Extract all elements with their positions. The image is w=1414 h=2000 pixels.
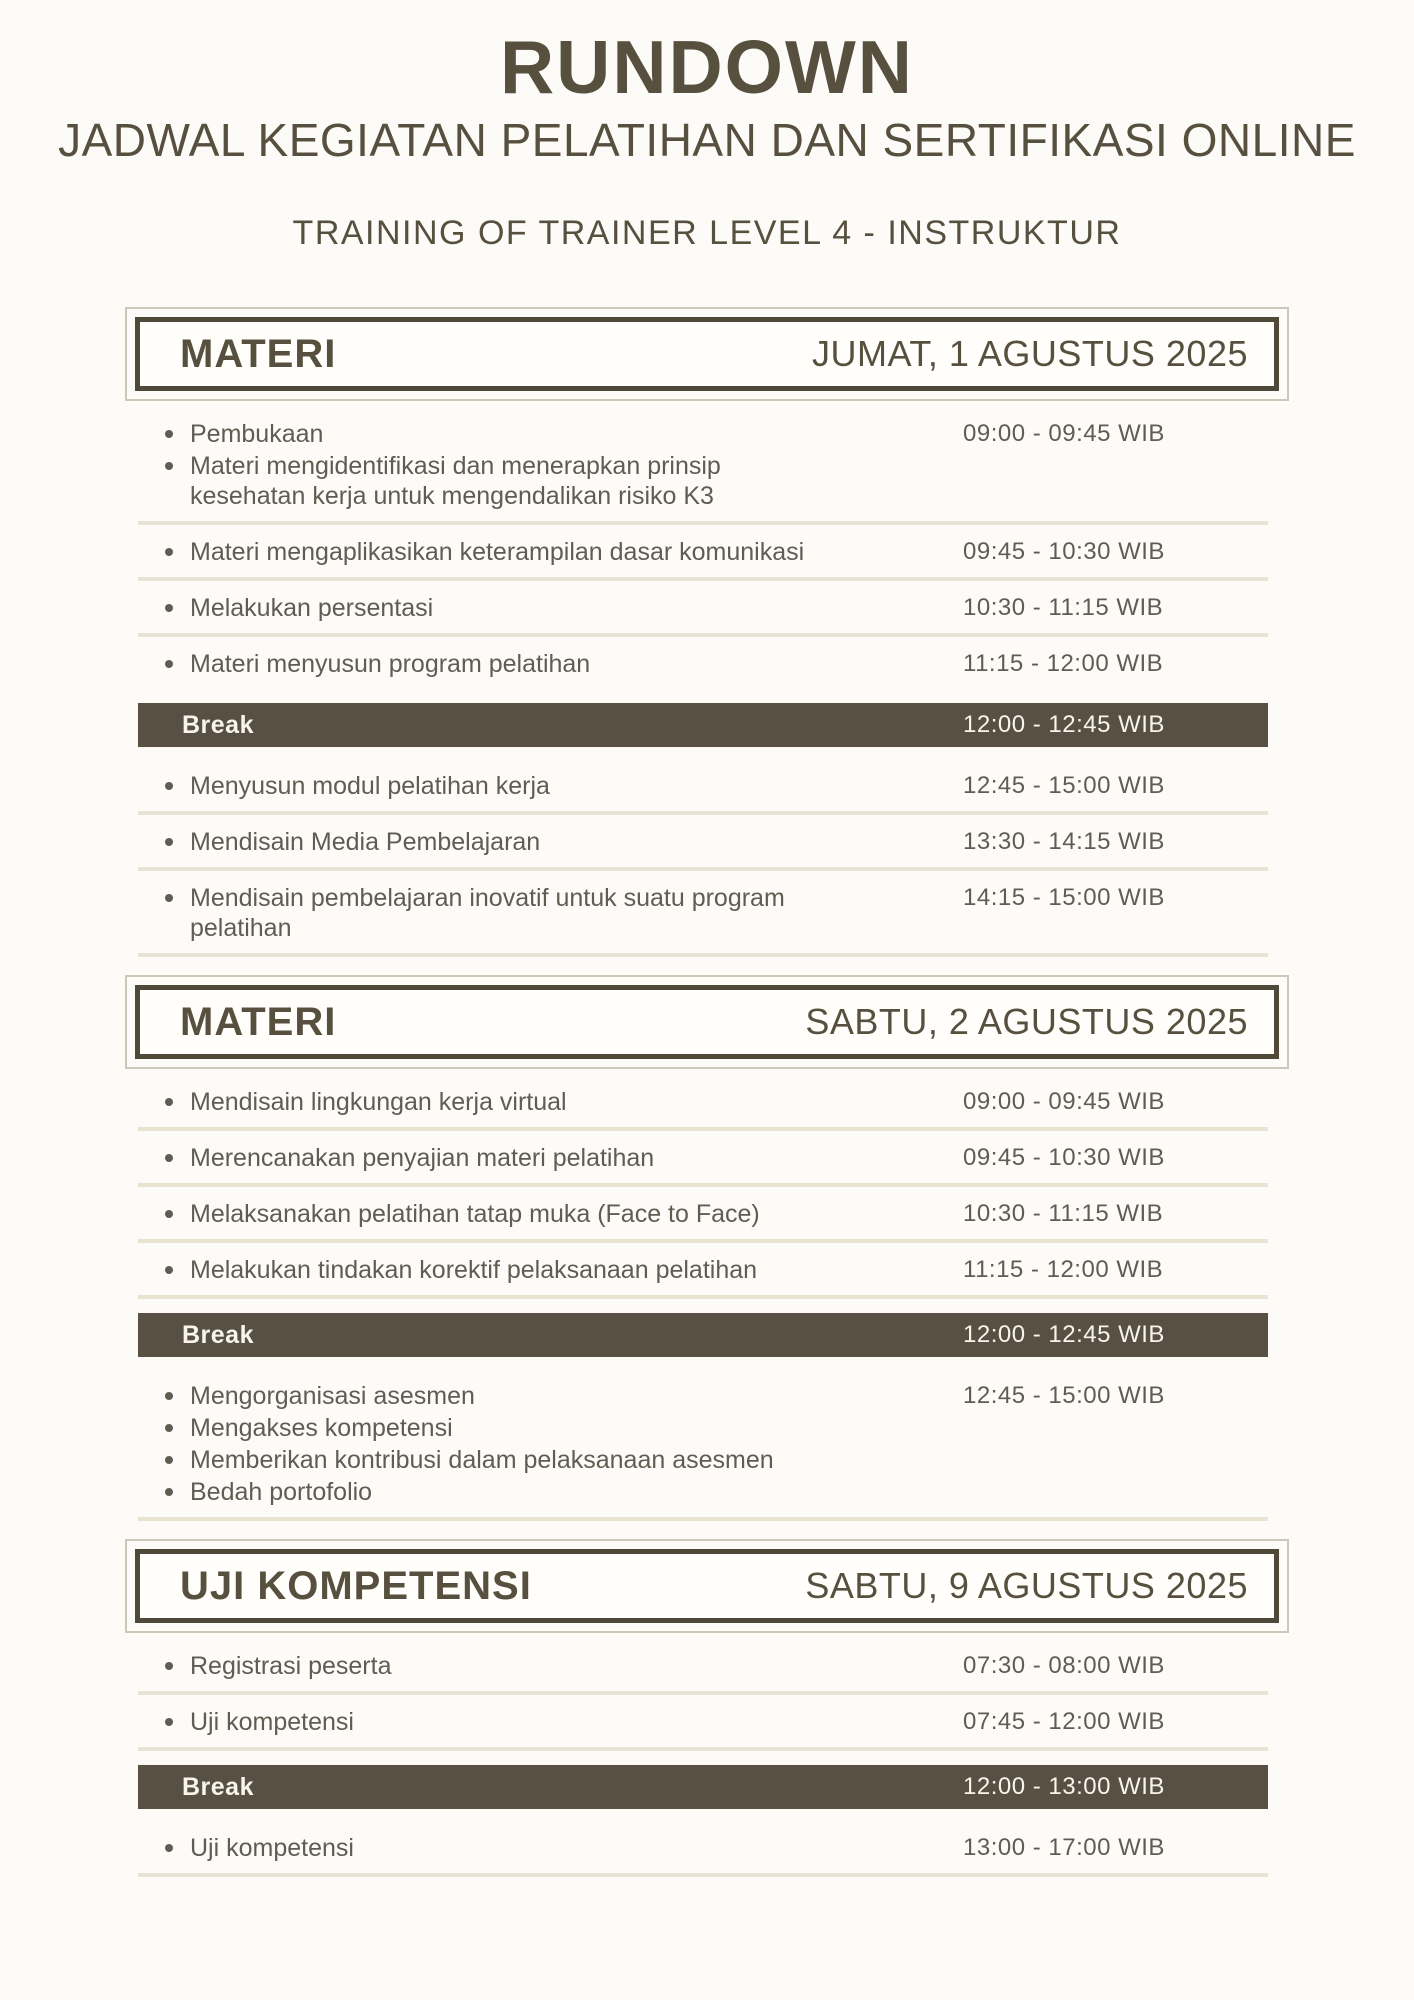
activity-item xyxy=(138,649,833,679)
activity-text: Uji kompetensi xyxy=(190,1834,354,1862)
activity-item xyxy=(138,537,833,567)
break-label: Break xyxy=(182,711,254,739)
section-heading: MATERI xyxy=(180,332,337,376)
activity-text: Bedah portofolio xyxy=(190,1478,373,1506)
activity-text: Menyusun modul pelatihan kerja xyxy=(190,772,550,800)
activity-list xyxy=(138,1143,833,1173)
bullet-icon xyxy=(165,782,173,790)
break-label: Break xyxy=(182,1321,254,1349)
activity-text: Mengorganisasi asesmen xyxy=(190,1382,475,1410)
activity-text: Materi menyusun program pelatihan xyxy=(190,650,591,678)
time-range: 09:45 - 10:30 WIB xyxy=(963,1144,1165,1171)
section-heading: UJI KOMPETENSI xyxy=(180,1564,532,1608)
bullet-icon xyxy=(165,838,173,846)
activity-text: Mengakses kompetensi xyxy=(190,1414,453,1442)
activity-list xyxy=(138,1199,833,1229)
activity-text: Mendisain lingkungan kerja virtual xyxy=(190,1088,567,1116)
section-date: JUMAT, 1 AGUSTUS 2025 xyxy=(812,333,1248,374)
activity-text: Mendisain pembelajaran inovatif untuk suatu program pelatihan xyxy=(190,884,785,942)
time-range: 07:45 - 12:00 WIB xyxy=(963,1708,1165,1735)
break-row xyxy=(138,1765,1268,1809)
time-range: 09:00 - 09:45 WIB xyxy=(963,1088,1165,1115)
time-range: 13:30 - 14:15 WIB xyxy=(963,828,1165,855)
schedule-section xyxy=(125,307,1289,957)
page-subtitle: JADWAL KEGIATAN PELATIHAN DAN SERTIFIKASI ONLINE xyxy=(58,114,1356,166)
schedule-row xyxy=(138,1075,1268,1131)
bullet-icon xyxy=(165,1154,173,1162)
break-label: Break xyxy=(182,1773,254,1801)
break-row xyxy=(138,703,1268,747)
activity-item xyxy=(138,1087,833,1117)
bullet-icon xyxy=(165,1424,173,1432)
bullet-icon xyxy=(165,894,173,902)
time-range: 12:45 - 15:00 WIB xyxy=(963,772,1165,799)
schedule-row xyxy=(138,407,1268,525)
schedule-section xyxy=(125,975,1289,1521)
activity-text: Mendisain Media Pembelajaran xyxy=(190,828,541,856)
activity-list xyxy=(138,649,833,679)
activity-list xyxy=(138,537,833,567)
document-header xyxy=(0,25,1414,253)
activity-item xyxy=(138,1477,833,1507)
activity-list xyxy=(138,1255,833,1285)
activity-text: Materi mengidentifikasi dan menerapkan prinsip kesehatan kerja untuk mengendalikan risiko K3 xyxy=(190,452,721,510)
activity-text: Melakukan tindakan korektif pelaksanaan pelatihan xyxy=(190,1256,758,1284)
activity-item xyxy=(138,1255,833,1285)
activity-list xyxy=(138,419,833,511)
time-range: 10:30 - 11:15 WIB xyxy=(963,594,1164,621)
activity-text: Merencanakan penyajian materi pelatihan xyxy=(190,1144,655,1172)
bullet-icon xyxy=(165,1210,173,1218)
schedule-row xyxy=(138,581,1268,637)
break-time-range: 12:00 - 12:45 WIB xyxy=(963,1321,1165,1348)
activity-item xyxy=(138,1143,833,1173)
page-tagline: TRAINING OF TRAINER LEVEL 4 - INSTRUKTUR xyxy=(292,214,1122,252)
bullet-icon xyxy=(165,1662,173,1670)
activity-item xyxy=(138,1707,833,1737)
break-row xyxy=(138,1313,1268,1357)
page-title: RUNDOWN xyxy=(500,25,914,109)
time-range: 13:00 - 17:00 WIB xyxy=(963,1834,1165,1861)
schedule-row xyxy=(138,1131,1268,1187)
schedule-row xyxy=(138,1695,1268,1751)
time-range: 11:15 - 12:00 WIB xyxy=(963,1256,1164,1283)
activity-item xyxy=(138,1381,833,1411)
schedule-row xyxy=(138,637,1268,689)
activity-item xyxy=(138,1199,833,1229)
bullet-icon xyxy=(165,604,173,612)
schedule-row xyxy=(138,815,1268,871)
section-heading: MATERI xyxy=(180,1000,337,1044)
activity-item xyxy=(138,419,833,449)
bullet-icon xyxy=(165,1488,173,1496)
activity-text: Uji kompetensi xyxy=(190,1708,354,1736)
activity-list xyxy=(138,1651,833,1681)
time-range: 09:00 - 09:45 WIB xyxy=(963,420,1165,447)
schedule-row xyxy=(138,1187,1268,1243)
activity-list xyxy=(138,883,833,943)
bullet-icon xyxy=(165,1266,173,1274)
section-header-box xyxy=(135,985,1279,1059)
activity-list xyxy=(138,1707,833,1737)
activity-item xyxy=(138,1413,833,1443)
section-rows xyxy=(138,407,1268,957)
activity-list xyxy=(138,771,833,801)
time-range: 12:45 - 15:00 WIB xyxy=(963,1382,1165,1409)
break-time-range: 12:00 - 12:45 WIB xyxy=(963,711,1165,738)
schedule-row xyxy=(138,1369,1268,1521)
activity-list xyxy=(138,827,833,857)
activity-text: Registrasi peserta xyxy=(190,1652,392,1680)
time-range: 10:30 - 11:15 WIB xyxy=(963,1200,1164,1227)
activity-item xyxy=(138,593,833,623)
activity-item xyxy=(138,1833,833,1863)
section-header-frame xyxy=(125,1539,1289,1633)
bullet-icon xyxy=(165,548,173,556)
schedule-row xyxy=(138,1243,1268,1299)
bullet-icon xyxy=(165,1456,173,1464)
bullet-icon xyxy=(165,430,173,438)
activity-item xyxy=(138,451,833,511)
activity-item xyxy=(138,1445,833,1475)
schedule-section xyxy=(125,1539,1289,1877)
section-rows xyxy=(138,1075,1268,1521)
activity-item xyxy=(138,883,833,943)
time-range: 11:15 - 12:00 WIB xyxy=(963,650,1164,677)
activity-text: Pembukaan xyxy=(190,420,324,448)
time-range: 14:15 - 15:00 WIB xyxy=(963,884,1165,911)
activity-text: Melakukan persentasi xyxy=(190,594,434,622)
activity-list xyxy=(138,1087,833,1117)
time-range: 07:30 - 08:00 WIB xyxy=(963,1652,1165,1679)
section-rows xyxy=(138,1639,1268,1877)
schedule-row xyxy=(138,525,1268,581)
break-time-range: 12:00 - 13:00 WIB xyxy=(963,1773,1165,1800)
schedule-row xyxy=(138,1821,1268,1877)
activity-text: Materi mengaplikasikan keterampilan dasar komunikasi xyxy=(190,538,805,566)
section-header-box xyxy=(135,1549,1279,1623)
activity-list xyxy=(138,593,833,623)
activity-item xyxy=(138,1651,833,1681)
bullet-icon xyxy=(165,462,173,470)
activity-item xyxy=(138,827,833,857)
schedule-row xyxy=(138,759,1268,815)
schedule-row xyxy=(138,1639,1268,1695)
section-header-frame xyxy=(125,307,1289,401)
activity-text: Memberikan kontribusi dalam pelaksanaan asesmen xyxy=(190,1446,774,1474)
activity-item xyxy=(138,771,833,801)
activity-list xyxy=(138,1833,833,1863)
bullet-icon xyxy=(165,1098,173,1106)
time-range: 09:45 - 10:30 WIB xyxy=(963,538,1165,565)
activity-list xyxy=(138,1381,833,1507)
bullet-icon xyxy=(165,660,173,668)
schedule-row xyxy=(138,871,1268,957)
bullet-icon xyxy=(165,1844,173,1852)
section-date: SABTU, 9 AGUSTUS 2025 xyxy=(805,1565,1248,1606)
section-header-box xyxy=(135,317,1279,391)
section-date: SABTU, 2 AGUSTUS 2025 xyxy=(805,1001,1248,1042)
bullet-icon xyxy=(165,1392,173,1400)
activity-text: Melaksanakan pelatihan tatap muka (Face to Face) xyxy=(190,1200,760,1228)
schedule-sections xyxy=(125,307,1289,1877)
bullet-icon xyxy=(165,1718,173,1726)
section-header-frame xyxy=(125,975,1289,1069)
